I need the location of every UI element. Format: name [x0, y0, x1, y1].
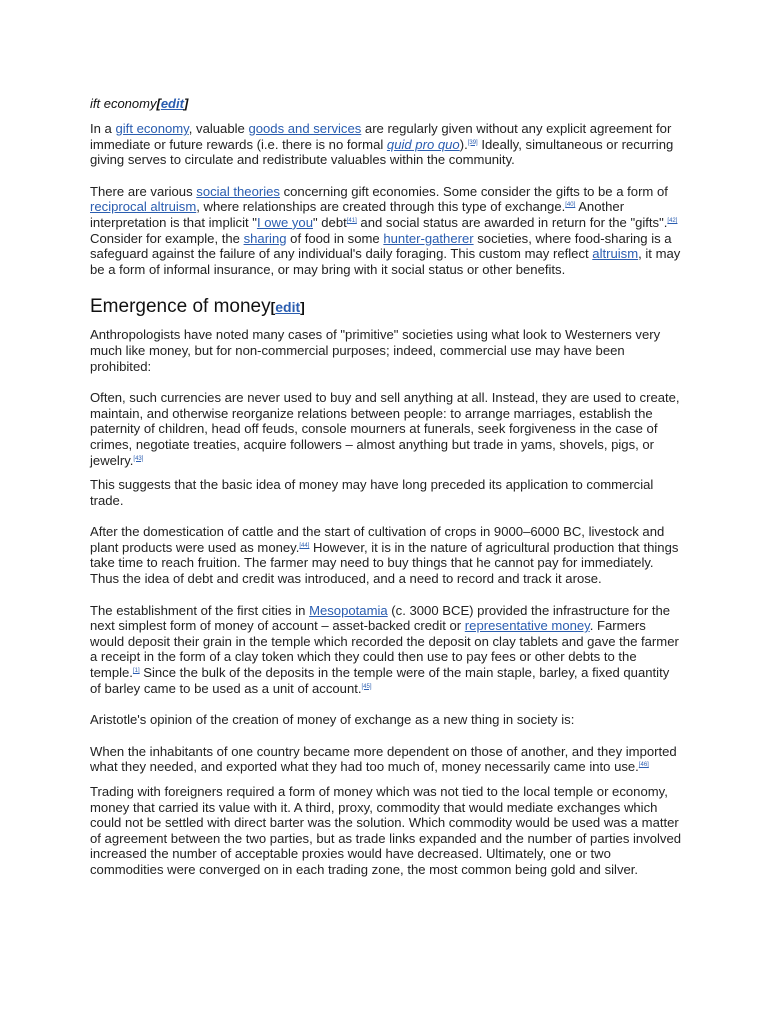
edit-bracket-open: [ [156, 96, 161, 111]
money-paragraph-3: This suggests that the basic idea of money may have long preceded its application to commercial trade. [90, 477, 654, 508]
link-gift-economy[interactable]: gift economy [115, 121, 189, 136]
section-title: Emergence of money [90, 296, 271, 318]
edit-link[interactable]: edit [275, 299, 301, 316]
citation-45[interactable]: [45] [361, 683, 372, 690]
gift-paragraph-1: In a gift economy, valuable goods and services are regularly given without any explicit agreement for immediate or future rewards (i.e. there is no formal quid pro quo).[39] Ideally, simultaneous or recurring giving serves to circulate and redistribute valuables within the community. [90, 121, 674, 168]
citation-40[interactable]: [40] [565, 202, 576, 209]
citation-1[interactable]: [1] [132, 668, 140, 675]
link-reciprocal-altruism[interactable]: reciprocal altruism [90, 199, 197, 215]
link-quid-pro-quo[interactable]: quid pro quo [386, 136, 460, 152]
citation-44[interactable]: [44] [299, 542, 310, 549]
link-mesopotamia[interactable]: Mesopotamia [309, 602, 388, 618]
link-social-theories[interactable]: social theories [196, 183, 280, 199]
link-sharing[interactable]: sharing [243, 230, 287, 246]
money-paragraph-2: Often, such currencies are never used to buy and sell anything at all. Instead, they are used to create, maintain, and otherwise reorganize relations between people: to arrange marriages, establish the paternity of children, head off feuds, console mourners at funerals, seek forgiveness in the case of crimes, negotiate treaties, acquire followers – almost anything but trade in yams, shovels, pigs, or jewelry.[43] [90, 390, 680, 468]
money-paragraph-6: Aristotle's opinion of the creation of money of exchange as a new thing in society is: [90, 712, 575, 728]
section-title: ift economy [90, 96, 157, 111]
section-heading-emergence-of-money [90, 295, 682, 319]
edit-bracket-open: [ [270, 299, 276, 316]
edit-bracket-close: ] [183, 96, 189, 111]
edit-link[interactable]: edit [160, 96, 184, 111]
money-paragraph-5: The establishment of the first cities in Mesopotamia (c. 3000 BCE) provided the infrastructure for the next simplest form of money of account – asset-backed credit or representative money. Farmers would deposit their grain in the temple which recorded the deposit on clay tablets and gave the farmer a receipt in the form of a clay token which they could then use to pay fees or other debts to the temple.[1] Since the bulk of the deposits in the temple were of the main staple, barley, a fixed quantity of barley came to be used as a unit of account.[45] [90, 602, 679, 696]
money-paragraph-7: When the inhabitants of one country became more dependent on those of another, and they imported what they needed, and exported what they had too much of, money necessarily came into use.[46] [90, 743, 677, 775]
link-hunter-gatherer[interactable]: hunter-gatherer [383, 230, 474, 246]
citation-43[interactable]: [43] [133, 455, 144, 462]
money-paragraph-8: Trading with foreigners required a form of money which was not tied to the local temple or economy, money that carried its value with it. A third, proxy, commodity that would mediate exchanges which could not be settled with direct barter was the solution. Which commodity would be used was a matter of agreement between the two parties, but as trade links expanded and the number of parties involved increased the number of acceptable proxies would have decreased. Ultimately, one or two commodities were converged on in each trading zone, the most common being gold and silver. [90, 784, 682, 877]
citation-42[interactable]: [42] [667, 217, 678, 224]
link-altruism[interactable]: altruism [592, 246, 639, 262]
money-paragraph-4: After the domestication of cattle and the start of cultivation of crops in 9000–6000 BC, livestock and plant products were used as money.[44] However, it is in the nature of agricultural production that things take time to reach fruition. The farmer may need to buy things that he cannot pay for immediately. Thus the idea of debt and credit was introduced, and a need to record and track it arose. [90, 524, 679, 587]
link-goods-and-services[interactable]: goods and services [248, 121, 362, 136]
citation-46[interactable]: [46] [638, 762, 649, 769]
citation-41[interactable]: [41] [346, 217, 357, 224]
gift-paragraph-2: There are various social theories concerning gift economies. Some consider the gifts to be a form of reciprocal altruism, where relationships are created through this type of exchange.[40] Another interpretation is that implicit "I owe you" debt[41] and social status are awarded in return for the "gifts".[42] Consider for example, the sharing of food in some hunter-gatherer societies, where food-sharing is a safeguard against the failure of any individual's daily foraging. This custom may reflect altruism, it may be a form of informal insurance, or may bring with it social status or other benefits. [90, 183, 681, 277]
money-paragraph-1: Anthropologists have noted many cases of "primitive" societies using what look to Westerners very much like money, but for non-commercial purposes; indeed, commercial use may have been prohibited: [90, 327, 661, 374]
section-heading-gift-economy [90, 96, 682, 111]
edit-bracket-close: ] [300, 299, 305, 316]
document-page [90, 96, 682, 894]
link-representative-money[interactable]: representative money [464, 618, 590, 634]
citation-39[interactable]: [39] [467, 139, 478, 146]
link-i-owe-you[interactable]: I owe you [256, 214, 313, 230]
